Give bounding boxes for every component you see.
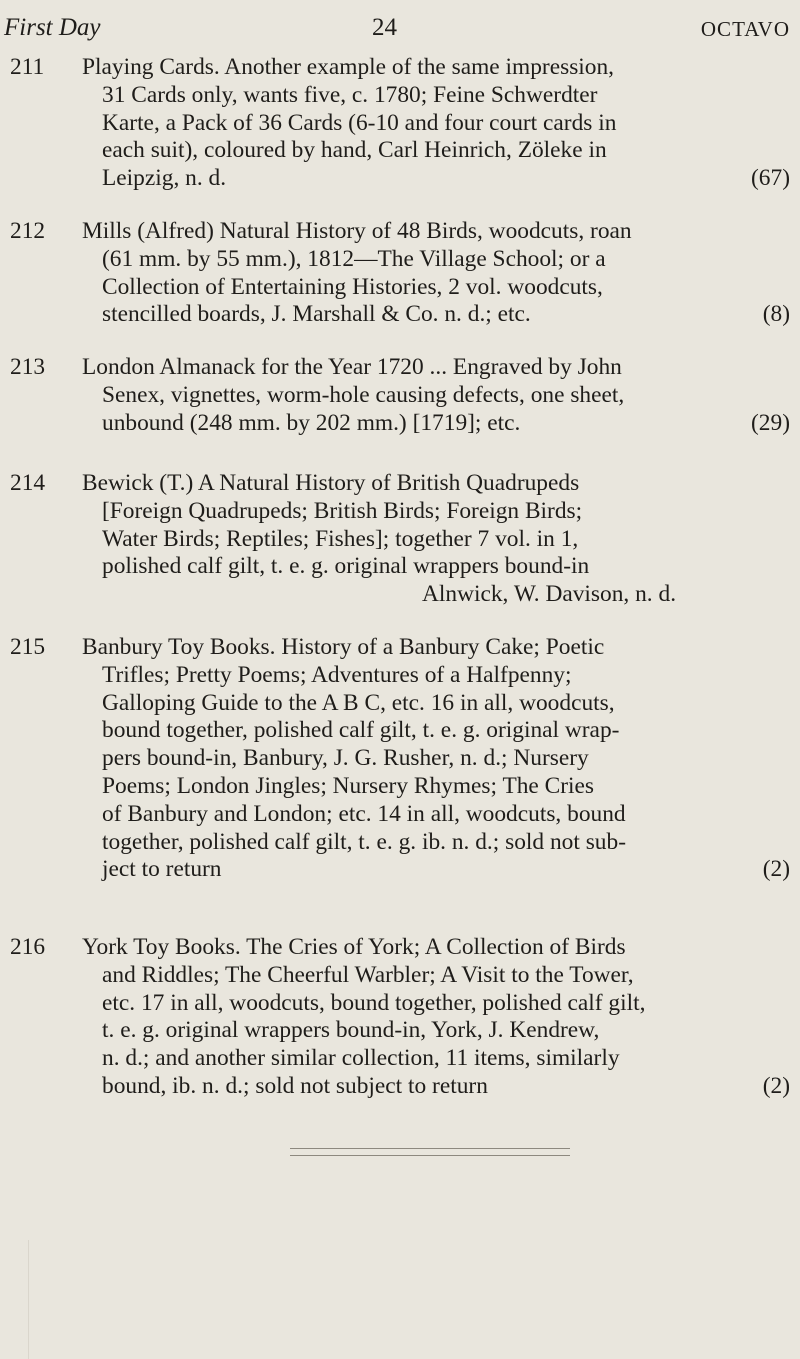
page-number: 24 xyxy=(372,14,397,41)
lot-line: Leipzig, n. d. (67) xyxy=(102,165,790,192)
lot-211 xyxy=(0,54,790,193)
lot-line: Playing Cards. Another example of the same impression, xyxy=(82,54,615,80)
running-header xyxy=(4,14,790,48)
lot-line: Galloping Guide to the A B C, etc. 16 in all, woodcuts, xyxy=(102,689,615,716)
lot-line: unbound (248 mm. by 202 mm.) [1719]; etc. (29) xyxy=(102,409,790,436)
lot-line: London Almanack for the Year 1720 ... Engraved by John xyxy=(82,354,622,380)
lot-number: 213 xyxy=(10,354,46,380)
lot-line: ject to return (2) xyxy=(102,856,790,883)
lot-line: York Toy Books. The Cries of York; A Collection of Birds xyxy=(82,934,626,960)
lot-price: (2) xyxy=(762,856,790,883)
lot-line: Trifles; Pretty Poems; Adventures of a Halfpenny; xyxy=(102,661,572,688)
lot-line: Mills (Alfred) Natural History of 48 Birds, woodcuts, roan xyxy=(82,218,632,244)
lot-line: Poems; London Jingles; Nursery Rhymes; The Cries xyxy=(102,772,595,799)
lot-line: bound together, polished calf gilt, t. e. g. original wrap- xyxy=(102,717,620,744)
lot-line: Karte, a Pack of 36 Cards (6-10 and four court cards in xyxy=(102,109,617,136)
lot-number: 211 xyxy=(10,54,45,80)
lot-line: [Foreign Quadrupeds; British Birds; Foreign Birds; xyxy=(102,497,583,524)
page-edge-shadow xyxy=(0,1240,29,1359)
lot-number: 212 xyxy=(10,218,46,244)
lot-line: bound, ib. n. d.; sold not subject to return (2) xyxy=(102,1072,790,1099)
lot-214 xyxy=(0,470,790,609)
lot-213 xyxy=(0,354,790,437)
lot-line: Collection of Entertaining Histories, 2 vol. woodcuts, xyxy=(102,273,603,300)
lot-216 xyxy=(0,934,790,1101)
lot-line: stencilled boards, J. Marshall & Co. n. d.; etc. (8) xyxy=(102,301,790,328)
lot-number: 214 xyxy=(10,470,46,496)
lot-215 xyxy=(0,634,790,884)
lot-line: 31 Cards only, wants five, c. 1780; Feine Schwerdter xyxy=(102,81,598,108)
lot-line: polished calf gilt, t. e. g. original wrappers bound-in xyxy=(102,553,590,580)
lot-line: etc. 17 in all, woodcuts, bound together, polished calf gilt, xyxy=(102,989,646,1016)
lot-number: 216 xyxy=(10,934,46,960)
lot-line: n. d.; and another similar collection, 11 items, similarly xyxy=(102,1045,620,1072)
lot-price: (67) xyxy=(751,165,790,192)
lot-line: of Banbury and London; etc. 14 in all, woodcuts, bound xyxy=(102,800,626,827)
section-divider xyxy=(290,1148,570,1156)
lot-line: pers bound-in, Banbury, J. G. Rusher, n. d.; Nursery xyxy=(102,745,589,772)
header-format: OCTAVO xyxy=(700,17,790,41)
lot-price: (29) xyxy=(751,409,790,436)
lot-line: Senex, vignettes, worm-hole causing defects, one sheet, xyxy=(102,381,625,408)
lot-line: (61 mm. by 55 mm.), 1812—The Village School; or a xyxy=(102,245,606,272)
lot-line: Bewick (T.) A Natural History of British Quadrupeds xyxy=(82,470,580,496)
lot-212 xyxy=(0,218,790,329)
lot-price: (8) xyxy=(762,301,790,328)
lot-line: each suit), coloured by hand, Carl Heinrich, Zöleke in xyxy=(102,137,607,164)
header-day: First Day xyxy=(4,14,101,41)
lot-line: Water Birds; Reptiles; Fishes]; together 7 vol. in 1, xyxy=(102,525,579,552)
lot-line: Banbury Toy Books. History of a Banbury Cake; Poetic xyxy=(82,634,605,660)
lot-line: Alnwick, W. Davison, n. d. xyxy=(422,581,677,608)
lot-line: t. e. g. original wrappers bound-in, York, J. Kendrew, xyxy=(102,1017,600,1044)
lot-price: (2) xyxy=(762,1072,790,1099)
lot-line: together, polished calf gilt, t. e. g. ib. n. d.; sold not sub- xyxy=(102,828,626,855)
lot-number: 215 xyxy=(10,634,46,660)
lot-line: and Riddles; The Cheerful Warbler; A Visit to the Tower, xyxy=(102,961,634,988)
